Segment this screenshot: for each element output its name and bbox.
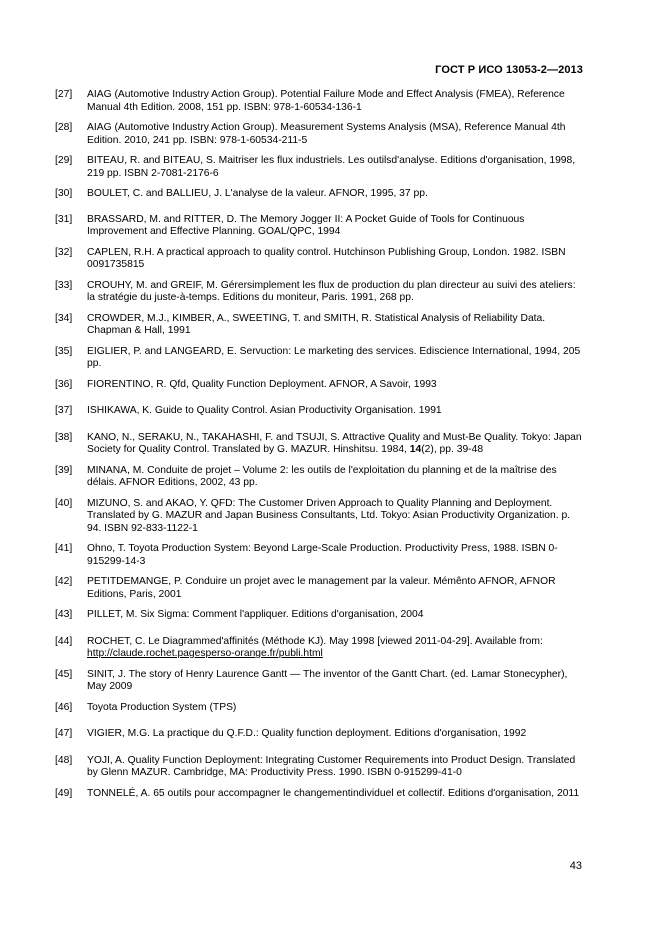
- reference-item: [55, 465, 585, 490]
- reference-number: [30]: [55, 188, 73, 199]
- reference-number: [31]: [55, 213, 73, 225]
- reference-item: [55, 669, 585, 694]
- reference-text-part: ROCHET, C. Le Diagrammed'affinités (Méthode KJ). May 1998 [viewed 2011-04-29]. Available from:: [87, 635, 543, 647]
- reference-number: [35]: [55, 345, 73, 357]
- reference-text: Toyota Production System (TPS): [87, 701, 237, 713]
- reference-text: CROWDER, M.J., KIMBER, A., SWEETING, T. and SMITH, R. Statistical Analysis of Reliability Data. Chapman & Hall, 1991: [87, 312, 546, 336]
- reference-number: [34]: [55, 312, 73, 324]
- reference-text: TONNELÉ, A. 65 outils pour accompagner le changementindividuel et collectif. Editions d'organisation, 2011: [87, 787, 580, 799]
- reference-volume: 14: [409, 444, 422, 455]
- reference-item: [55, 379, 585, 392]
- reference-text: PILLET, M. Six Sigma: Comment l'appliquer. Editions d'organisation, 2004: [87, 609, 424, 620]
- reference-number: [40]: [55, 497, 73, 509]
- reference-number: [29]: [55, 155, 73, 166]
- reference-number: [49]: [55, 787, 73, 799]
- reference-text: AIAG (Automotive Industry Action Group). Measurement Systems Analysis (MSA), Reference Manual 4th Edition. 2010, 241 pp. ISBN: 978-1-60534-211-5: [87, 122, 566, 146]
- reference-item: [55, 89, 585, 114]
- reference-text: Ohno, T. Toyota Production System: Beyond Large-Scale Production. Productivity Press, 1988. ISBN 0-915299-14-3: [87, 543, 558, 567]
- reference-text: AIAG (Automotive Industry Action Group). Potential Failure Mode and Effect Analysis (FMEA), Reference Manual 4th Edition. 2008, 151 pp. ISBN: 978-1-60534-136-1: [87, 89, 565, 113]
- reference-item: [55, 543, 585, 568]
- reference-item: [55, 188, 585, 201]
- reference-text: EIGLIER, P. and LANGEARD, E. Servuction: Le marketing des services. Ediscience International, 1994, 205 pp.: [87, 345, 581, 369]
- reference-item: [55, 346, 585, 371]
- reference-number: [46]: [55, 701, 73, 713]
- reference-item: [55, 702, 585, 715]
- reference-number: [43]: [55, 609, 73, 620]
- reference-number: [27]: [55, 89, 73, 100]
- reference-number: [42]: [55, 576, 73, 587]
- reference-item: [55, 498, 585, 536]
- page-number: 43: [569, 860, 582, 872]
- reference-number: [38]: [55, 431, 73, 443]
- reference-text: [87, 432, 585, 457]
- reference-text: CROUHY, M. and GREIF, M. Gérersimplement les flux de production du plan directeur au suivi des ateliers: la stratégie du juste-à-temps. Editions du moniteur, Paris. 1991, 268 pp.: [87, 279, 576, 303]
- reference-item: [55, 247, 585, 272]
- reference-text: SINIT, J. The story of Henry Laurence Gantt — The inventor of the Gantt Chart. (ed. Lamar Stonecypher), May 2009: [87, 668, 568, 692]
- reference-item: [55, 609, 585, 622]
- reference-number: [39]: [55, 464, 73, 476]
- document-header: ГОСТ Р ИСО 13053-2—2013: [435, 64, 583, 76]
- reference-item: [55, 432, 585, 457]
- reference-item: [55, 280, 585, 305]
- reference-item: [55, 636, 585, 661]
- reference-item: [55, 155, 585, 180]
- reference-item: [55, 214, 585, 239]
- reference-number: [36]: [55, 378, 73, 390]
- reference-text: BRASSARD, M. and RITTER, D. The Memory Jogger II: A Pocket Guide of Tools for Continuous Improvement and Effective Planning. GOAL/QPC, 1994: [87, 213, 525, 237]
- reference-number: [45]: [55, 668, 73, 680]
- reference-text: ISHIKAWA, K. Guide to Quality Control. Asian Productivity Organisation. 1991: [87, 405, 442, 416]
- reference-text: MIZUNO, S. and AKAO, Y. QFD: The Customer Driven Approach to Quality Planning and Deployment. Translated by G. MAZUR and Japan Business Consultants, Ltd. Tokyo: Asian Productivity Organization. p. 94. ISBN 92-833-1122-1: [87, 497, 571, 534]
- reference-item: [55, 728, 585, 741]
- reference-number: [33]: [55, 279, 73, 291]
- reference-item: [55, 576, 585, 601]
- reference-item: [55, 788, 585, 801]
- reference-number: [47]: [55, 728, 73, 739]
- reference-text: CAPLEN, R.H. A practical approach to quality control. Hutchinson Publishing Group, London. 1982. ISBN 0091735815: [87, 246, 566, 270]
- reference-number: [28]: [55, 122, 73, 133]
- reference-text: FIORENTINO, R. Qfd, Quality Function Deployment. AFNOR, A Savoir, 1993: [87, 378, 437, 390]
- reference-text: MINANA, M. Conduite de projet – Volume 2: les outils de l'exploitation du planning et de la maîtrise des délais. AFNOR Editions, 2002, 43 pp.: [87, 464, 557, 488]
- reference-number: [41]: [55, 543, 73, 554]
- reference-link[interactable]: http://claude.rochet.pagesperso-orange.fr/publi.html: [87, 648, 323, 659]
- reference-item: [55, 313, 585, 338]
- reference-text: VIGIER, M.G. La practique du Q.F.D.: Quality function deployment. Editions d'organisation, 1992: [87, 728, 527, 739]
- reference-list: [55, 89, 585, 800]
- reference-text: PETITDEMANGE, P. Conduire un projet avec le management par la valeur. Mémênto AFNOR, AFNOR Editions, Paris, 2001: [87, 576, 556, 600]
- reference-number: [32]: [55, 246, 73, 258]
- reference-text: [87, 636, 585, 661]
- reference-item: [55, 405, 585, 418]
- reference-text-part: (2), pp. 39-48: [421, 444, 484, 455]
- reference-text: BITEAU, R. and BITEAU, S. Maitriser les flux industriels. Les outilsd'analyse. Editions d'organisation, 1998, 219 pp. ISBN 2-7081-2176-6: [87, 155, 576, 179]
- reference-number: [44]: [55, 635, 73, 647]
- reference-number: [48]: [55, 754, 73, 766]
- reference-text: YOJI, A. Quality Function Deployment: Integrating Customer Requirements into Product Design. Translated by Glenn MAZUR. Cambridge, MA: Productivity Press. 1990. ISBN 0-915299-41-0: [87, 754, 576, 778]
- reference-number: [37]: [55, 405, 73, 416]
- reference-item: [55, 122, 585, 147]
- reference-text: BOULET, C. and BALLIEU, J. L'analyse de la valeur. AFNOR, 1995, 37 pp.: [87, 188, 428, 199]
- reference-text-part: KANO, N., SERAKU, N., TAKAHASHI, F. and TSUJI, S. Attractive Quality and Must-Be Quality. Tokyo: Japan Society for Quality Control. Translated by G. MAZUR. Hinshitsu. 1984,: [87, 431, 582, 455]
- reference-item: [55, 755, 585, 780]
